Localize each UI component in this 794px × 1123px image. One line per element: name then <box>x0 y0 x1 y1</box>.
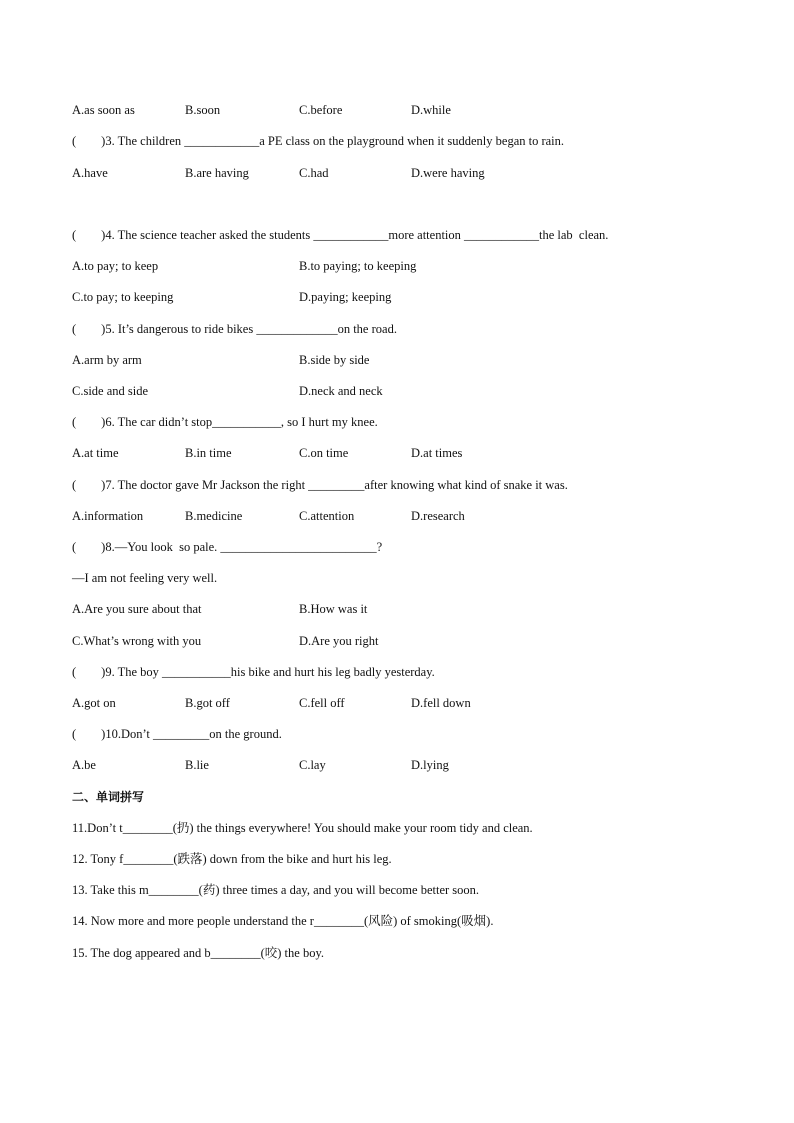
q10-option-b: B.lie <box>185 758 209 772</box>
q4-option-d: D.paying; keeping <box>299 290 392 304</box>
q3-option-c: C.had <box>299 166 329 180</box>
q8-options-row2 <box>72 635 712 649</box>
section-heading: 二、单词拼写 <box>72 790 145 804</box>
q6-option-b: B.in time <box>185 446 232 460</box>
q5-options-row1 <box>72 354 712 368</box>
q3-stem: ( )3. The children ____________a PE class on the playground when it suddenly began to rain. <box>72 134 565 148</box>
q4-options-row1 <box>72 260 712 274</box>
q3-options <box>72 167 712 181</box>
q7-options <box>72 510 712 524</box>
q8-stem: ( )8.—You look so pale. _________________________? <box>72 540 383 554</box>
q9-options <box>72 697 712 711</box>
q5-option-c: C.side and side <box>72 384 149 398</box>
q6-option-d: D.at times <box>411 446 463 460</box>
spelling-item-13: 13. Take this m________(药) three times a day, and you will become better soon. <box>72 883 480 897</box>
q8-options-row1 <box>72 603 712 617</box>
q7-option-d: D.research <box>411 509 465 523</box>
q6-option-c: C.on time <box>299 446 349 460</box>
q3-option-d: D.were having <box>411 166 485 180</box>
q4-stem: ( )4. The science teacher asked the students ____________more attention ____________the lab clean. <box>72 228 609 242</box>
q10-options <box>72 759 712 773</box>
q8-option-a: A.Are you sure about that <box>72 602 202 616</box>
q7-stem: ( )7. The doctor gave Mr Jackson the right _________after knowing what kind of snake it was. <box>72 478 568 492</box>
q9-option-c: C.fell off <box>299 696 345 710</box>
q7-option-c: C.attention <box>299 509 355 523</box>
q10-option-a: A.be <box>72 758 96 772</box>
q6-option-a: A.at time <box>72 446 119 460</box>
q4-option-a: A.to pay; to keep <box>72 259 159 273</box>
q7-option-a: A.information <box>72 509 144 523</box>
q2-option-a: A.as soon as <box>72 103 135 117</box>
q10-option-d: D.lying <box>411 758 449 772</box>
q5-option-a: A.arm by arm <box>72 353 142 367</box>
q7-option-b: B.medicine <box>185 509 243 523</box>
spelling-item-11: 11.Don’t t________(扔) the things everywhere! You should make your room tidy and clean. <box>72 821 533 835</box>
q3-option-a: A.have <box>72 166 108 180</box>
q8-option-c: C.What’s wrong with you <box>72 634 202 648</box>
q9-option-d: D.fell down <box>411 696 471 710</box>
q6-options <box>72 447 712 461</box>
spelling-item-14: 14. Now more and more people understand the r________(风险) of smoking(吸烟). <box>72 914 494 928</box>
q5-option-d: D.neck and neck <box>299 384 383 398</box>
q2-options <box>72 104 712 118</box>
q10-stem: ( )10.Don’t _________on the ground. <box>72 727 282 741</box>
q4-option-b: B.to paying; to keeping <box>299 259 417 273</box>
q4-option-c: C.to pay; to keeping <box>72 290 174 304</box>
q10-option-c: C.lay <box>299 758 326 772</box>
q8-reply: —I am not feeling very well. <box>72 571 218 585</box>
q2-option-c: C.before <box>299 103 343 117</box>
q4-options-row2 <box>72 291 712 305</box>
q5-stem: ( )5. It’s dangerous to ride bikes _____________on the road. <box>72 322 397 336</box>
spelling-item-12: 12. Tony f________(跌落) down from the bike and hurt his leg. <box>72 852 392 866</box>
q9-option-b: B.got off <box>185 696 230 710</box>
q9-option-a: A.got on <box>72 696 116 710</box>
q2-option-d: D.while <box>411 103 451 117</box>
q8-option-b: B.How was it <box>299 602 368 616</box>
q5-option-b: B.side by side <box>299 353 370 367</box>
q8-option-d: D.Are you right <box>299 634 379 648</box>
spelling-item-15: 15. The dog appeared and b________(咬) the boy. <box>72 946 325 960</box>
q2-option-b: B.soon <box>185 103 221 117</box>
q9-stem: ( )9. The boy ___________his bike and hurt his leg badly yesterday. <box>72 665 435 679</box>
q6-stem: ( )6. The car didn’t stop___________, so I hurt my knee. <box>72 415 378 429</box>
q5-options-row2 <box>72 385 712 399</box>
q3-option-b: B.are having <box>185 166 249 180</box>
